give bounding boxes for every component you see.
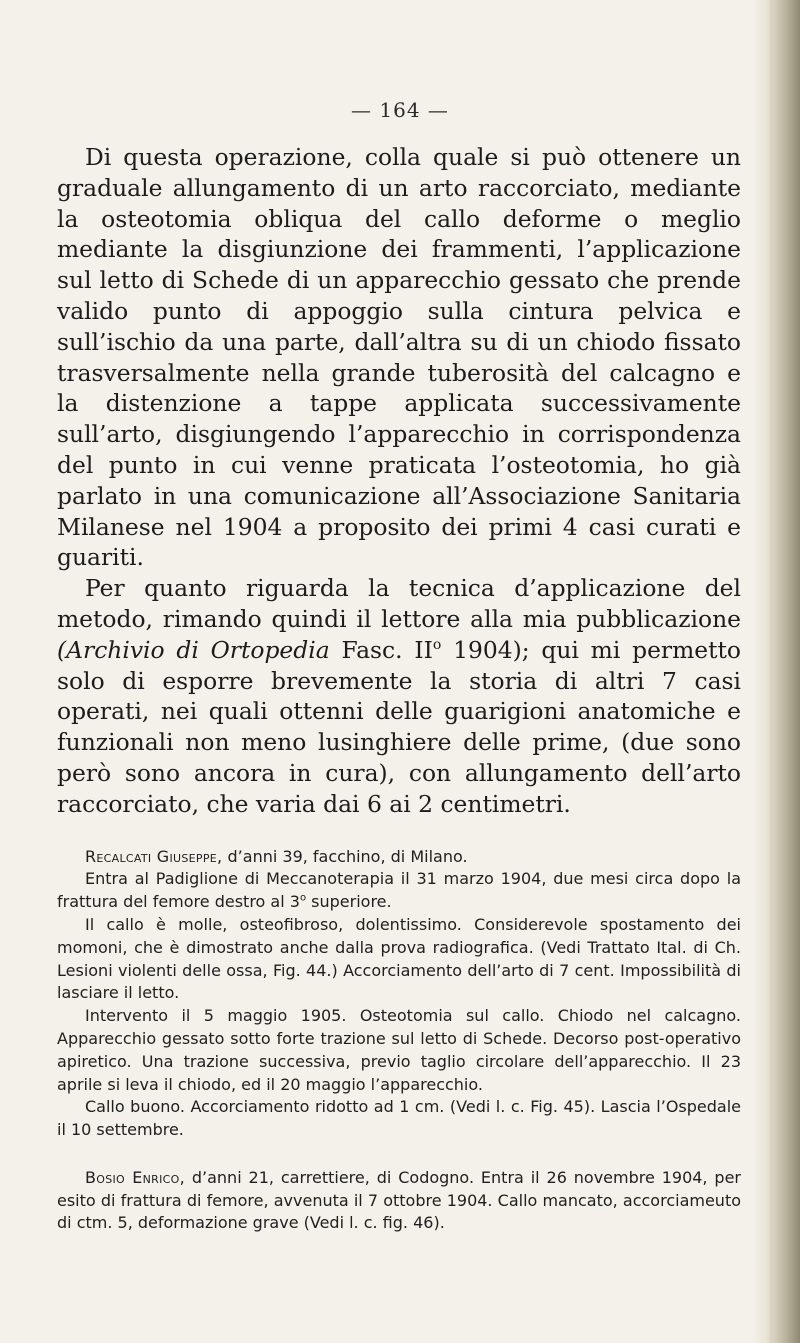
case-1-superscript: o: [299, 892, 307, 904]
case-1-line-1: [57, 868, 741, 914]
paragraph-2-part-a: Per quanto riguarda la tecnica d’applicazione del metodo, rimando quindi il lettore alla mia pubblicazione: [57, 574, 741, 633]
case-2-text: [57, 1167, 741, 1235]
case-1-line-1-text: Entra al Padiglione di Meccanoterapia il 31 marzo 1904, due mesi circa dopo la frattura del femore destro al 3: [57, 869, 741, 912]
case-1-line-2: Il callo è molle, osteofibroso, dolentissimo. Considerevole spostamento dei momoni, che è dimostrato anche dalla prova radiografica. (Vedi Trattato Ital. di Ch. Lesioni violenti delle ossa, Fig. 44.) Accorciamento dell’arto di 7 cent. Impossibilità di lasciare il letto.: [57, 914, 741, 1003]
paragraph-2-journal: (Archivio di Ortopedia: [57, 635, 330, 664]
case-1-line-3: Intervento il 5 maggio 1905. Osteotomia sul callo. Chiodo nel calcagno. Apparecchio gessato sotto forte trazione sul letto di Schede. Decorso post-operativo apiretico. Una trazione successiva, previo taglio circolare dell’apparecchio. Il 23 aprile si leva il chiodo, ed il 20 maggio l’apparecchio.: [57, 1006, 741, 1094]
paragraph-2-superscript: o: [432, 636, 442, 653]
paragraph-1: Di questa operazione, colla quale si può ottenere un graduale allungamento di un arto raccorciato, mediante la osteotomia obliqua del callo deforme o meglio mediante la disgiunzione dei frammenti, l’applicazione sul letto di Schede di un apparecchio gessato che prende valido punto di appoggio sulla cintura pelvica e sull’ischio da una parte, dall’altra su di un chiodo fissato trasversalmente nella grande tuberosità del calcagno e la distenzione a tappe applicata successivamente sull’arto, disgiungendo l’apparecchio in corrispondenza del punto in cui venne praticata l’osteotomia, ho già parlato in una comunicazione all’Associazione Sanitaria Milanese nel 1904 a proposito dei primi 4 casi curati e guariti.: [57, 143, 741, 572]
case-1-intro: d’anni 39, facchino, di Milano.: [222, 846, 468, 866]
case-2-intro: d’anni 21, carrettiere, di Codogno. Entra il 26 novembre 1904, per esito di frattura di femore, avvenuta il 7 ottobre 1904. Callo mancato, accorciameuto di ctm. 5, deformazione grave (Vedi l. c. fig. 46).: [57, 1167, 741, 1233]
paragraph-2-part-b: Fasc. II: [329, 635, 433, 664]
paragraph-2-part-c: 1904); qui mi permetto solo di esporre brevemente la storia di altri 7 casi operati, nei quali ottenni delle guarigioni anatomiche e funzionali non meno lusinghiere delle prime, (due sono però sono ancora in cura), con allungamento dell’arto raccorciato, che varia dai 6 ai 2 centimetri.: [57, 635, 741, 818]
case-1-line-1-tail: superiore.: [306, 892, 392, 912]
paragraph-2: [57, 573, 741, 819]
case-1-heading: [57, 846, 741, 869]
case-recalcati: [57, 846, 741, 1142]
page-edge-shadow: [752, 0, 800, 1343]
case-2-name: Bosio Enrico,: [85, 1167, 185, 1187]
case-1-name: Recalcati Giuseppe,: [85, 846, 223, 866]
case-bosio: [57, 1167, 741, 1235]
case-1-line-4: Callo buono. Accorciamento ridotto ad 1 cm. (Vedi l. c. Fig. 45). Lascia l’Ospedale il 10 settembre.: [57, 1097, 741, 1140]
page-content: [57, 142, 741, 1235]
page-number: — 164 —: [351, 98, 449, 122]
